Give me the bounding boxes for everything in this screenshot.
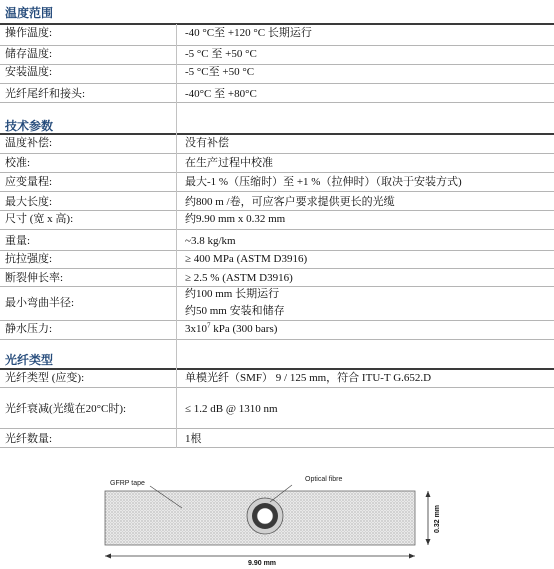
divider <box>0 286 554 287</box>
row-label: 最小弯曲半径: <box>5 297 75 309</box>
row-label: 温度补偿: <box>5 137 53 149</box>
row-label: 静水压力: <box>5 323 53 335</box>
divider <box>0 45 554 46</box>
row-value: 没有补偿 <box>185 137 229 149</box>
row-value: 约9.90 mm x 0.32 mm <box>185 213 286 225</box>
row-label: 抗拉强度: <box>5 253 53 265</box>
divider <box>0 339 554 340</box>
divider <box>0 210 554 211</box>
row-value: 1根 <box>185 433 202 445</box>
width-dimension-label: 9.90 mm <box>248 560 277 567</box>
divider <box>0 153 554 154</box>
divider <box>0 428 554 429</box>
divider <box>0 64 554 65</box>
section-title-technical: 技术参数 <box>5 119 54 133</box>
row-value: ≤ 1.2 dB @ 1310 nm <box>185 403 278 415</box>
row-value: -5 °C至 +50 °C <box>185 66 255 78</box>
row-value: ≥ 2.5 % (ASTM D3916) <box>185 272 293 284</box>
column-separator <box>176 24 177 448</box>
fibre-label: Optical fibre <box>305 476 343 483</box>
divider <box>0 368 554 370</box>
row-value: $3x10^7$ kPa (300 bars) <box>185 321 278 335</box>
row-label: 光纤尾纤和接头: <box>5 88 86 100</box>
divider <box>0 102 554 103</box>
divider <box>0 172 554 173</box>
row-label: 校准: <box>5 157 31 169</box>
row-label: 操作温度: <box>5 27 53 39</box>
row-label: 最大长度: <box>5 196 53 208</box>
row-value: -40°C 至 +80°C <box>185 88 257 100</box>
row-label: 光纤数量: <box>5 433 53 445</box>
row-value: -40 °C至 +120 °C 长期运行 <box>185 27 312 39</box>
row-value: 在生产过程中校准 <box>185 157 273 169</box>
height-arrow-top <box>426 491 431 497</box>
row-label: 断裂伸长率: <box>5 272 64 284</box>
section-title-temperature: 温度范围 <box>5 6 54 20</box>
divider <box>0 250 554 251</box>
divider <box>0 191 554 192</box>
divider <box>0 83 554 84</box>
row-value: ~3.8 kg/km <box>185 235 236 247</box>
divider <box>0 229 554 230</box>
height-dimension-label: 0.32 mm <box>434 504 441 533</box>
row-value: 最大-1 %（压缩时）至 +1 %（拉伸时）（取决于安装方式) <box>185 176 462 188</box>
row-value: -5 °C 至 +50 °C <box>185 48 257 60</box>
row-label: 尺寸 (宽 x 高): <box>5 213 74 225</box>
row-value-secondary: 约50 mm 安装和储存 <box>185 305 285 317</box>
row-value: 单模光纤（SMF） 9 / 125 mm，符合 ITU-T G.652.D <box>185 372 432 384</box>
section-title-fiber: 光纤类型 <box>5 353 54 367</box>
row-value: ≥ 400 MPa (ASTM D3916) <box>185 253 308 265</box>
divider <box>0 387 554 388</box>
row-label: 储存温度: <box>5 48 53 60</box>
row-value: 约800 m /卷，可应客户要求提供更长的光缆 <box>185 196 395 208</box>
cable-cross-section-diagram <box>0 463 554 569</box>
row-label: 光纤类型 (应变): <box>5 372 85 384</box>
height-arrow-bottom <box>426 539 431 545</box>
divider <box>0 320 554 321</box>
row-label: 光纤衰减(光缆在20°C时): <box>5 403 127 415</box>
width-arrow-left <box>105 554 111 559</box>
divider <box>0 133 554 135</box>
divider <box>0 447 554 448</box>
row-value: 约100 mm 长期运行 <box>185 288 280 300</box>
row-label: 安装温度: <box>5 66 53 78</box>
table-row <box>0 288 554 320</box>
divider <box>0 268 554 269</box>
tape-label: GFRP tape <box>110 480 145 487</box>
divider <box>0 23 554 25</box>
row-label: 应变量程: <box>5 176 53 188</box>
fibre-core <box>257 508 273 524</box>
row-label: 重量: <box>5 235 31 247</box>
width-arrow-right <box>409 554 415 559</box>
